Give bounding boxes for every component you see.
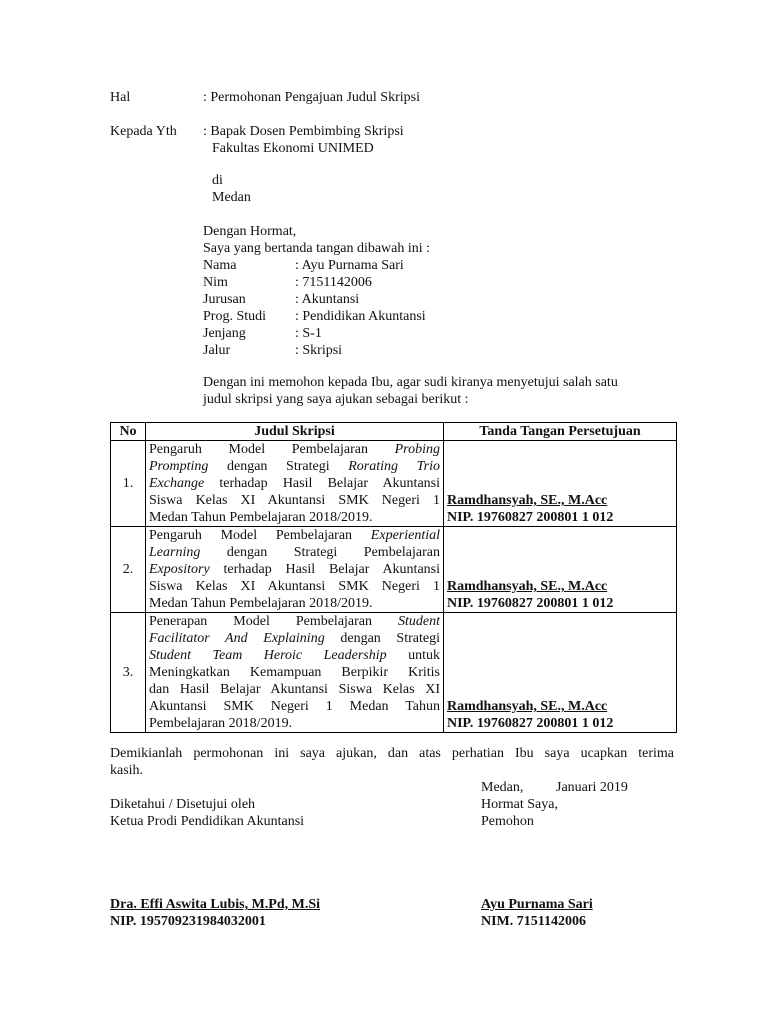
header-no: No: [111, 423, 146, 441]
closing-line1-text: Demikianlah permohonan ini saya ajukan, dan atas perhatian Ibu saya ucapkan terima: [110, 746, 674, 761]
identity-value: : Pendidikan Akuntansi: [295, 309, 426, 324]
judul-segment: dan Hasil Belajar Akuntansi Siswa Kelas XI: [149, 682, 440, 697]
judul-line: [149, 475, 440, 492]
sign-place: Medan,: [481, 780, 524, 795]
judul-line: [149, 715, 440, 732]
identity-value: : S-1: [295, 326, 322, 341]
judul-line: [149, 630, 440, 647]
judul-segment: terhadap Hasil Belajar Akuntansi: [204, 476, 440, 491]
judul-segment: dengan Strategi: [324, 631, 440, 646]
row-number: 3.: [111, 613, 146, 733]
identity-value: : Skripsi: [295, 343, 343, 358]
judul-segment: Meningkatkan Kemampuan Berpikir Kritis: [149, 665, 440, 680]
judul-segment: Learning: [149, 545, 201, 560]
table-body: [111, 441, 677, 733]
di-text: di: [212, 173, 223, 188]
judul-segment: dengan Strategi: [208, 459, 349, 474]
identity-label: Nim: [203, 275, 228, 290]
identity-value: : Akuntansi: [295, 292, 360, 307]
judul-line: [149, 492, 440, 509]
judul-line: [149, 509, 440, 526]
greeting: Dengan Hormat,: [203, 224, 297, 239]
hal-label: Hal: [110, 90, 131, 105]
judul-cell: [146, 527, 444, 613]
skripsi-table: [110, 422, 677, 733]
judul-line: [149, 698, 440, 715]
judul-segment: Exchange: [149, 476, 205, 491]
signer-nip: NIP. 19760827 200801 1 012: [447, 716, 614, 731]
judul-segment: Akuntansi SMK Negeri 1 Medan Tahun: [149, 699, 440, 714]
judul-segment: Pengaruh Model Pembelajaran: [149, 442, 395, 457]
judul-segment: Medan Tahun Pembelajaran 2018/2019.: [149, 510, 373, 525]
identity-value: : Ayu Purnama Sari: [295, 258, 404, 273]
pemohon-nim: NIM. 7151142006: [481, 914, 586, 929]
signature-cell: [444, 613, 677, 733]
judul-segment: Siswa Kelas XI Akuntansi SMK Negeri 1: [149, 579, 440, 594]
judul-line: [149, 647, 440, 664]
signer-name: Ramdhansyah, SE., M.Acc: [447, 579, 608, 594]
pemohon-name: Ayu Purnama Sari: [481, 897, 593, 912]
identity-label: Jurusan: [203, 292, 246, 307]
identity-label: Jenjang: [203, 326, 246, 341]
signature-cell: [444, 527, 677, 613]
judul-segment: Student Team Heroic Leadership: [149, 648, 387, 663]
request-line2: judul skripsi yang saya ajukan sebagai berikut :: [203, 392, 469, 407]
judul-segment: Pengaruh Model Pembelajaran: [149, 528, 371, 543]
judul-line: [149, 527, 440, 544]
judul-segment: Penerapan Model Pembelajaran: [149, 614, 398, 629]
judul-segment: Prompting: [149, 459, 209, 474]
judul-line: [149, 578, 440, 595]
header-ttd: Tanda Tangan Persetujuan: [444, 423, 677, 441]
intro-line: Saya yang bertanda tangan dibawah ini :: [203, 241, 431, 256]
hormat-saya: Hormat Saya,: [481, 797, 558, 812]
hal-value: : Permohonan Pengajuan Judul Skripsi: [203, 90, 420, 105]
judul-segment: Facilitator And Explaining: [149, 631, 325, 646]
request-line1: Dengan ini memohon kepada Ibu, agar sudi kiranya menyetujui salah satu: [203, 375, 618, 390]
row-number: 1.: [111, 441, 146, 527]
signer-nip: NIP. 19760827 200801 1 012: [447, 596, 614, 611]
judul-segment: Expository: [149, 562, 210, 577]
header-judul: Judul Skripsi: [146, 423, 444, 441]
signer-name: Ramdhansyah, SE., M.Acc: [447, 699, 608, 714]
judul-line: [149, 441, 440, 458]
identity-value: : 7151142006: [295, 275, 372, 290]
judul-cell: [146, 613, 444, 733]
judul-line: [149, 561, 440, 578]
judul-segment: Rorating Trio: [348, 459, 440, 474]
judul-line: [149, 458, 440, 475]
judul-cell: [146, 441, 444, 527]
table-row: [111, 441, 677, 527]
judul-segment: Siswa Kelas XI Akuntansi SMK Negeri 1: [149, 493, 440, 508]
judul-line: [149, 595, 440, 612]
judul-segment: Probing: [394, 442, 440, 457]
ketua-prodi-label: Ketua Prodi Pendidikan Akuntansi: [110, 814, 305, 829]
judul-line: [149, 544, 440, 561]
table-row: [111, 613, 677, 733]
closing-line2: kasih.: [110, 763, 144, 778]
signer-name: Ramdhansyah, SE., M.Acc: [447, 493, 608, 508]
table-header-row: [111, 423, 677, 441]
closing-line1: [110, 745, 674, 762]
ketua-prodi-nip: NIP. 195709231984032001: [110, 914, 266, 929]
judul-segment: terhadap Hasil Belajar Akuntansi: [209, 562, 440, 577]
judul-line: [149, 681, 440, 698]
signature-cell: [444, 441, 677, 527]
kepada-line1: : Bapak Dosen Pembimbing Skripsi: [203, 124, 404, 139]
kepada-label: Kepada Yth: [110, 124, 177, 139]
ketua-prodi-name: Dra. Effi Aswita Lubis, M.Pd, M.Si: [110, 897, 321, 912]
judul-segment: untuk: [386, 648, 440, 663]
row-number: 2.: [111, 527, 146, 613]
judul-segment: dengan Strategi Pembelajaran: [200, 545, 440, 560]
sign-date: Januari 2019: [556, 780, 628, 795]
signer-nip: NIP. 19760827 200801 1 012: [447, 510, 614, 525]
kepada-line2: Fakultas Ekonomi UNIMED: [212, 141, 374, 156]
judul-segment: Medan Tahun Pembelajaran 2018/2019.: [149, 596, 373, 611]
identity-label: Prog. Studi: [203, 309, 267, 324]
identity-label: Jalur: [203, 343, 231, 358]
identity-label: Nama: [203, 258, 237, 273]
pemohon-label: Pemohon: [481, 814, 534, 829]
judul-line: [149, 613, 440, 630]
judul-segment: Experiential: [370, 528, 440, 543]
judul-segment: Student: [398, 614, 440, 629]
table-row: [111, 527, 677, 613]
city-text: Medan: [212, 190, 251, 205]
judul-line: [149, 664, 440, 681]
diketahui-label: Diketahui / Disetujui oleh: [110, 797, 256, 812]
judul-segment: Pembelajaran 2018/2019.: [149, 716, 293, 731]
